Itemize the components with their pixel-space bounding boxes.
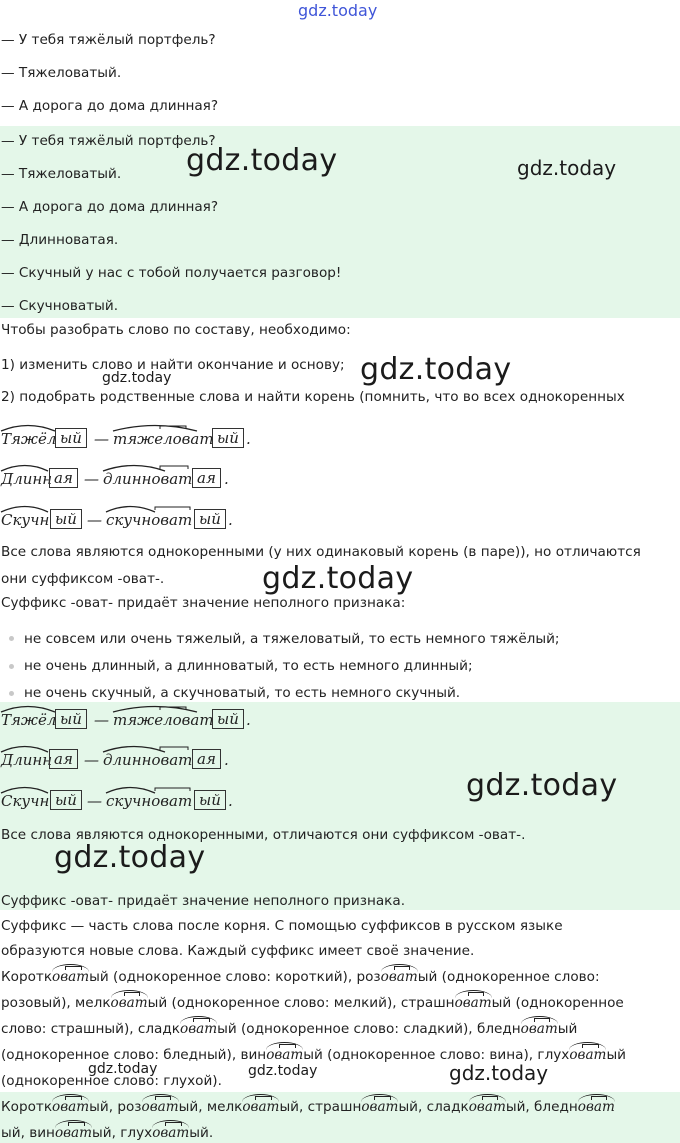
text-part: ый <box>557 1021 578 1037</box>
text-part: ый (однокоренное <box>491 995 624 1011</box>
dash: — <box>94 711 109 729</box>
ending-box: ый <box>50 509 82 529</box>
suffix-mark: оват <box>52 969 90 985</box>
dialog-line: — У тебя тяжёлый портфель? <box>1 32 216 48</box>
text-part: ый (однокоренное слово: <box>417 969 600 985</box>
text-part: ый (однокоренное слово: мелкий), страшн <box>147 995 455 1011</box>
suffix-mark: оват <box>520 1021 558 1037</box>
ending-box: ый <box>194 509 226 529</box>
bullet-icon <box>9 664 14 669</box>
text-part: Коротк <box>1 1099 53 1115</box>
dialog-line: — А дорога до дома длинная? <box>1 199 219 215</box>
bullet-icon <box>9 691 14 696</box>
dot: . <box>224 751 229 769</box>
morph-pair-word: скучноват <box>106 792 193 810</box>
dialog-line: — А дорога до дома длинная? <box>1 98 219 114</box>
text-part: ый. <box>189 1125 214 1141</box>
text-part: ый (однокоренное слово: вина), глух <box>303 1047 570 1063</box>
text-part: ый (однокоренное слово: короткий), роз <box>89 969 381 985</box>
text-part: ый, мелк <box>178 1099 243 1115</box>
dash: — <box>84 470 99 488</box>
suffix-meaning: Суффикс -оват- придаёт значение неполного признака. <box>1 893 406 909</box>
dialog-line: — Скучный у нас с тобой получается разговор! <box>1 265 342 281</box>
text-part: ый, сладк <box>398 1099 469 1115</box>
step-text: 2) подобрать родственные слова и найти корень (помнить, что во всех однокоренных <box>1 389 625 405</box>
suffix-mark: оват <box>52 1099 90 1115</box>
text-part: (однокоренное слово: бледный), вин <box>1 1047 267 1063</box>
text-part: ый, бледн <box>505 1099 578 1115</box>
suffix-mark: оват <box>110 995 148 1011</box>
step-text: 1) изменить слово и найти окончание и основу; <box>1 357 345 373</box>
morph-word: Длинн <box>1 470 53 488</box>
text-part: Коротк <box>1 969 53 985</box>
suffix-mark: оват <box>361 1099 399 1115</box>
text-part: ый, страшн <box>279 1099 362 1115</box>
text-part: розовый), мелк <box>1 995 111 1011</box>
suffix-mark: оват <box>180 1021 218 1037</box>
suffix-mark: оват <box>569 1047 607 1063</box>
dialog-line: — Тяжеловатый. <box>1 166 122 182</box>
ending-box: ый <box>212 709 244 729</box>
morph-pair-word: длинноват <box>103 751 193 769</box>
text-part: ый <box>606 1047 627 1063</box>
dialog-line: — Тяжеловатый. <box>1 65 122 81</box>
conclusion-text: Все слова являются однокоренными (у них одинаковый корень (в паре)), но отличаются <box>1 544 641 560</box>
dash: — <box>84 751 99 769</box>
ending-box: ая <box>49 749 78 769</box>
bullet-item: не очень скучный, а скучноватый, то есть немного скучный. <box>24 685 461 701</box>
final-line <box>1 1124 213 1142</box>
suffix-mark: оват <box>141 1099 179 1115</box>
dash: — <box>94 430 109 448</box>
suffix-mark: оват <box>266 1047 304 1063</box>
watermark: gdz.today <box>466 768 618 803</box>
morph-pair-word: тяжеловат <box>113 430 214 448</box>
morph-word: Тяжёл <box>1 711 57 729</box>
morph-pair-word: скучноват <box>106 511 193 529</box>
morph-word: Скучн <box>1 792 50 810</box>
watermark: gdz.today <box>449 1061 549 1085</box>
dash: — <box>87 792 102 810</box>
morph-word: Скучн <box>1 511 50 529</box>
dot: . <box>246 430 251 448</box>
ending-box: ый <box>194 790 226 810</box>
example-line <box>1 1020 577 1038</box>
text-part: ый, вин <box>1 1125 55 1141</box>
ending-box: ый <box>55 428 87 448</box>
watermark: gdz.today <box>298 1 378 20</box>
conclusion-text: Все слова являются однокоренными, отличаются они суффиксом -оват-. <box>1 827 526 843</box>
text-part: ый, глух <box>92 1125 153 1141</box>
watermark: gdz.today <box>360 352 512 387</box>
example-line <box>1 968 600 986</box>
bullet-icon <box>9 636 14 641</box>
morph-pair-word: тяжеловат <box>113 711 214 729</box>
watermark: gdz.today <box>102 370 172 386</box>
dialog-line: — У тебя тяжёлый портфель? <box>1 133 216 149</box>
ending-box: ая <box>49 468 78 488</box>
morph-pair-word: длинноват <box>103 470 193 488</box>
dash: — <box>87 511 102 529</box>
watermark: gdz.today <box>54 840 206 875</box>
suffix-mark: оват <box>577 1099 615 1115</box>
suffix-mark: оват <box>380 969 418 985</box>
theory-text: Суффикс — часть слова после корня. С помощью суффиксов в русском языке <box>1 918 563 934</box>
watermark: gdz.today <box>262 561 414 596</box>
dialog-line: — Длинноватая. <box>1 232 119 248</box>
watermark: gdz.today <box>248 1063 318 1079</box>
dot: . <box>228 511 233 529</box>
ending-box: ый <box>212 428 244 448</box>
suffix-mark: оват <box>152 1125 190 1141</box>
dot: . <box>228 792 233 810</box>
dot: . <box>246 711 251 729</box>
suffix-mark: оват <box>454 995 492 1011</box>
ending-box: ая <box>192 468 221 488</box>
conclusion-text: они суффиксом -оват-. <box>1 571 165 587</box>
suffix-mark: оват <box>242 1099 280 1115</box>
text-part: ый (однокоренное слово: сладкий), бледн <box>217 1021 521 1037</box>
bullet-item: не очень длинный, а длинноватый, то есть немного длинный; <box>24 658 473 674</box>
theory-text: образуются новые слова. Каждый суффикс имеет своё значение. <box>1 943 475 959</box>
dot: . <box>224 470 229 488</box>
text-part: слово: страшный), сладк <box>1 1021 181 1037</box>
example-line <box>1 994 624 1012</box>
final-line <box>1 1098 615 1116</box>
watermark: gdz.today <box>88 1061 158 1077</box>
ending-box: ый <box>50 790 82 810</box>
example-line: (однокоренное слово: глухой). <box>1 1073 222 1089</box>
bullet-item: не совсем или очень тяжелый, а тяжеловатый, то есть немного тяжёлый; <box>24 631 560 647</box>
ending-box: ый <box>55 709 87 729</box>
answer-dialog-block <box>0 126 680 318</box>
text-part: ый, роз <box>89 1099 142 1115</box>
suffix-mark: оват <box>54 1125 93 1141</box>
ending-box: ая <box>192 749 221 769</box>
dialog-line: — Скучноватый. <box>1 298 119 314</box>
watermark: gdz.today <box>517 156 617 180</box>
intro-text: Чтобы разобрать слово по составу, необходимо: <box>1 322 351 338</box>
morph-word: Тяжёл <box>1 430 57 448</box>
morph-word: Длинн <box>1 751 53 769</box>
watermark: gdz.today <box>186 143 338 178</box>
suffix-mark: оват <box>468 1099 506 1115</box>
suffix-meaning: Суффикс -оват- придаёт значение неполного признака: <box>1 595 406 611</box>
